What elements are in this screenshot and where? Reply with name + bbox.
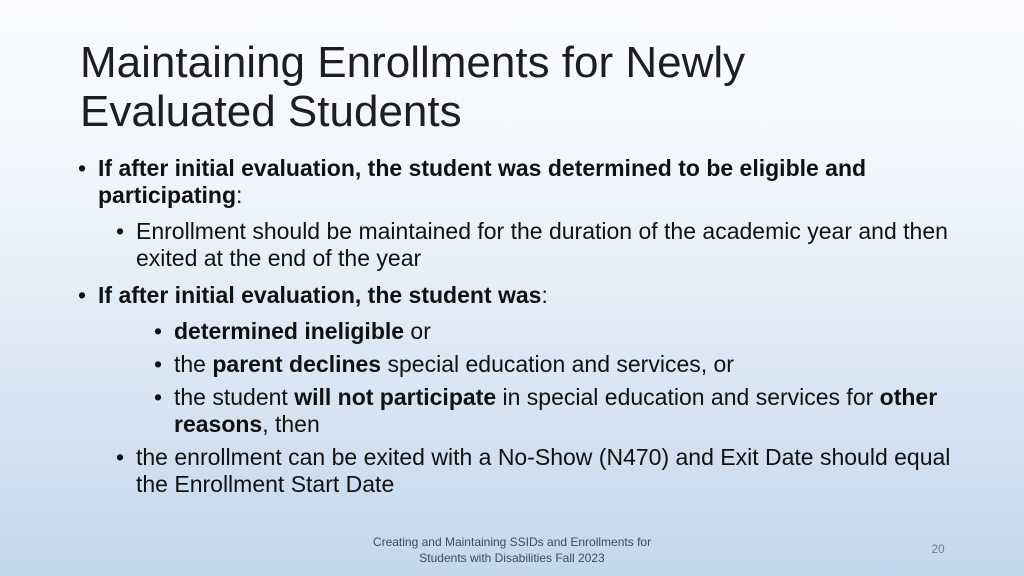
bullet-dot-icon: • <box>154 351 163 377</box>
bullet-eligible-bold: If after initial evaluation, the student was determined to be eligible and participating <box>98 155 867 208</box>
bullet-dot-icon: • <box>154 384 163 410</box>
sub-bullet-parent-bold: parent declines <box>212 351 382 377</box>
sub-bullet-exit-text: the enrollment can be exited with a No-Show (N470) and Exit Date should equal the Enrollment Start Date <box>136 444 951 497</box>
bullet-dot-icon: • <box>116 444 125 470</box>
bullet-dot-icon: • <box>154 318 163 344</box>
bullet-eligible-tail: : <box>236 182 243 208</box>
bullet-eligible <box>78 155 958 209</box>
slide-title <box>80 38 960 136</box>
sub-bullet-ineligible-tail: or <box>404 318 431 344</box>
sub-bullet-maintain-text: Enrollment should be maintained for the duration of the academic year and then exited at the end of the year <box>136 218 948 271</box>
footer-line2: Students with Disabilities Fall 2023 <box>419 551 605 565</box>
sub-bullet-notpart-bold: will not participate <box>294 384 497 410</box>
slide-body <box>78 155 958 504</box>
bullet-dot-icon: • <box>78 282 87 308</box>
sub-bullet-not-participate <box>78 384 958 438</box>
footer-line1: Creating and Maintaining SSIDs and Enrollments for <box>372 535 652 549</box>
footer-text <box>350 534 674 566</box>
sub-bullet-maintain <box>78 218 958 272</box>
sub-bullet-notpart-bold2: other reasons <box>174 384 938 437</box>
sub-bullet-notpart-tail: , then <box>262 411 320 437</box>
sub-bullet-parent-tail: special education and services, or <box>381 351 734 377</box>
bullet-dot-icon: • <box>78 155 87 181</box>
page-number: 20 <box>931 542 945 556</box>
bullet-was-tail: : <box>541 282 548 308</box>
sub-bullet-parent-pre: the <box>174 351 213 377</box>
slide-title-line1: Maintaining Enrollments for Newly <box>80 38 746 87</box>
sub-bullet-ineligible <box>78 318 958 345</box>
sub-bullet-notpart-mid: in special education and services for <box>496 384 880 410</box>
sub-bullet-exit <box>78 444 958 498</box>
slide-title-line2: Evaluated Students <box>80 87 462 136</box>
sub-bullet-ineligible-bold: determined ineligible <box>174 318 405 344</box>
bullet-dot-icon: • <box>116 218 125 244</box>
bullet-was-bold: If after initial evaluation, the student was <box>98 282 542 308</box>
bullet-was <box>78 282 958 309</box>
sub-bullet-notpart-pre: the student <box>174 384 295 410</box>
sub-bullet-parent-declines <box>78 351 958 378</box>
